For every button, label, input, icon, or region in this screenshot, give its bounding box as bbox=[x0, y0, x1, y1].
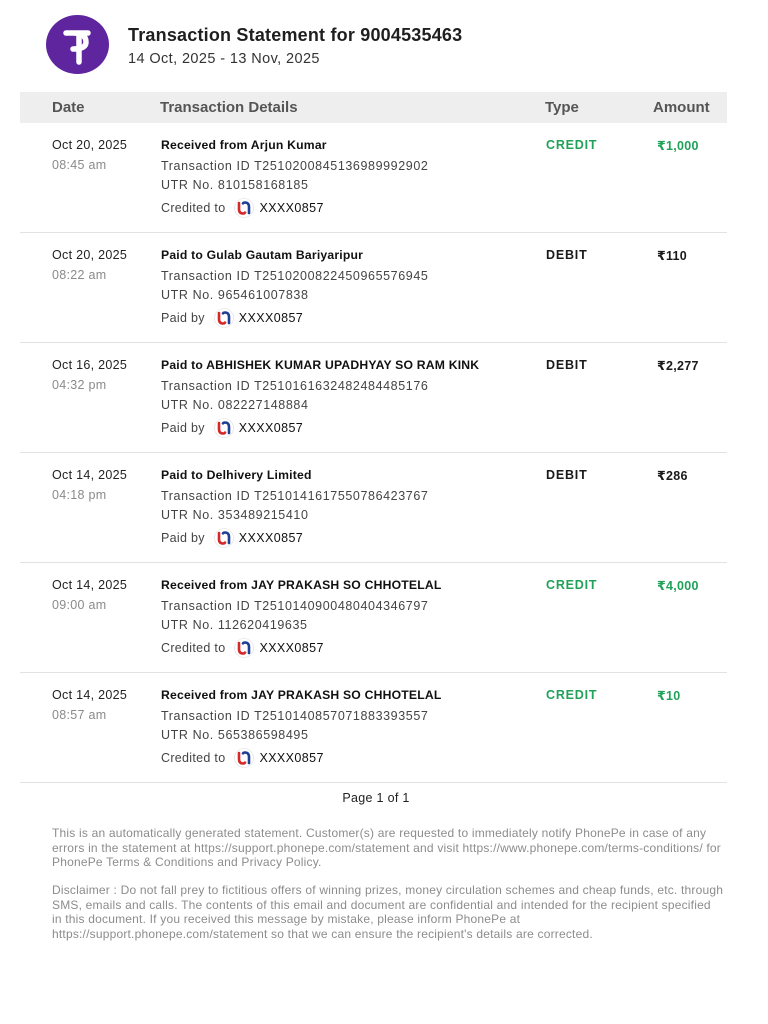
union-bank-logo-icon bbox=[214, 528, 234, 548]
account-number: XXXX0857 bbox=[259, 641, 324, 655]
page-number: Page 1 of 1 bbox=[342, 791, 410, 805]
transaction-description: Received from JAY PRAKASH SO CHHOTELAL bbox=[161, 688, 442, 702]
transaction-description: Paid to Delhivery Limited bbox=[161, 468, 312, 482]
transaction-id: Transaction ID T2510141617550786423767 bbox=[161, 489, 429, 503]
disclaimer-text: Disclaimer : Do not fall prey to fictitious offers of winning prizes, money circulation schemes and cheap funds, etc. through SMS, emails and calls. The contents of this email and document are confidential and intended for the recipient specified in this document. If you received this message by mistake, please inform PhonePe at https://support.phonepe.com/statement so that we can ensure the recipient's details are corrected. bbox=[52, 883, 724, 941]
transactions-table bbox=[20, 123, 727, 783]
transaction-id: Transaction ID T2510200845136989992902 bbox=[161, 159, 429, 173]
transaction-amount: ₹10 bbox=[657, 689, 681, 703]
column-header-amount: Amount bbox=[653, 99, 710, 116]
transaction-date: Oct 20, 2025 bbox=[52, 248, 128, 262]
statement-header bbox=[46, 15, 726, 75]
transaction-description: Paid to Gulab Gautam Bariyaripur bbox=[161, 248, 364, 262]
account-number: XXXX0857 bbox=[259, 751, 324, 765]
transaction-amount: ₹4,000 bbox=[657, 579, 699, 593]
transaction-time: 04:32 pm bbox=[52, 378, 107, 392]
phonepe-logo-icon bbox=[46, 15, 109, 74]
account-label: Paid by bbox=[161, 311, 205, 325]
account-label: Paid by bbox=[161, 421, 205, 435]
transaction-description: Received from Arjun Kumar bbox=[161, 138, 327, 152]
account-number: XXXX0857 bbox=[238, 531, 304, 545]
utr-number: UTR No. 965461007838 bbox=[161, 288, 309, 302]
table-row bbox=[20, 453, 727, 563]
account-label: Credited to bbox=[161, 751, 226, 765]
transaction-time: 09:00 am bbox=[52, 598, 107, 612]
transaction-id: Transaction ID T2510200822450965576945 bbox=[161, 269, 429, 283]
transaction-time: 04:18 pm bbox=[52, 488, 107, 502]
transaction-type-badge: DEBIT bbox=[546, 248, 588, 262]
transaction-description: Paid to ABHISHEK KUMAR UPADHYAY SO RAM KINK bbox=[161, 358, 480, 372]
transaction-id: Transaction ID T2510140900480404346797 bbox=[161, 599, 429, 613]
transaction-type-badge: CREDIT bbox=[546, 688, 598, 702]
transaction-amount: ₹2,277 bbox=[657, 359, 699, 373]
union-bank-logo-icon bbox=[214, 308, 234, 328]
transaction-time: 08:22 am bbox=[52, 268, 107, 282]
account-info bbox=[161, 528, 303, 548]
utr-number: UTR No. 353489215410 bbox=[161, 508, 309, 522]
transaction-amount: ₹110 bbox=[657, 249, 688, 263]
utr-number: UTR No. 565386598495 bbox=[161, 728, 309, 742]
date-range: 14 Oct, 2025 - 13 Nov, 2025 bbox=[128, 51, 320, 67]
transaction-date: Oct 14, 2025 bbox=[52, 578, 128, 592]
table-row bbox=[20, 123, 727, 233]
transaction-time: 08:45 am bbox=[52, 158, 107, 172]
union-bank-logo-icon bbox=[234, 198, 254, 218]
account-label: Credited to bbox=[161, 641, 226, 655]
account-number: XXXX0857 bbox=[259, 201, 324, 215]
account-label: Paid by bbox=[161, 531, 205, 545]
transaction-id: Transaction ID T2510140857071883393557 bbox=[161, 709, 429, 723]
transaction-type-badge: CREDIT bbox=[546, 578, 598, 592]
account-info bbox=[161, 198, 324, 218]
transaction-date: Oct 14, 2025 bbox=[52, 468, 128, 482]
union-bank-logo-icon bbox=[234, 638, 254, 658]
utr-number: UTR No. 810158168185 bbox=[161, 178, 309, 192]
account-info bbox=[161, 748, 324, 768]
footer-note: This is an automatically generated statement. Customer(s) are requested to immediately notify PhonePe in case of any errors in the statement at https://support.phonepe.com/statement and visit https://www.phonepe.com/terms-conditions/ for PhonePe Terms & Conditions and Privacy Policy. bbox=[52, 826, 721, 869]
table-row bbox=[20, 673, 727, 783]
transaction-id: Transaction ID T2510161632482484485176 bbox=[161, 379, 429, 393]
column-header-date: Date bbox=[52, 99, 85, 116]
account-label: Credited to bbox=[161, 201, 226, 215]
page-title: Transaction Statement for 9004535463 bbox=[128, 25, 463, 45]
utr-number: UTR No. 082227148884 bbox=[161, 398, 309, 412]
account-number: XXXX0857 bbox=[238, 311, 304, 325]
account-info bbox=[161, 638, 324, 658]
column-header-type: Type bbox=[545, 99, 579, 116]
transaction-date: Oct 20, 2025 bbox=[52, 138, 128, 152]
account-info bbox=[161, 308, 303, 328]
table-row bbox=[20, 563, 727, 673]
transaction-type-badge: DEBIT bbox=[546, 468, 588, 482]
table-row bbox=[20, 343, 727, 453]
transaction-date: Oct 14, 2025 bbox=[52, 688, 128, 702]
account-info bbox=[161, 418, 303, 438]
table-header bbox=[20, 92, 727, 123]
transaction-type-badge: DEBIT bbox=[546, 358, 588, 372]
transaction-type-badge: CREDIT bbox=[546, 138, 598, 152]
transaction-date: Oct 16, 2025 bbox=[52, 358, 128, 372]
transaction-description: Received from JAY PRAKASH SO CHHOTELAL bbox=[161, 578, 442, 592]
transaction-amount: ₹1,000 bbox=[657, 139, 699, 153]
account-number: XXXX0857 bbox=[238, 421, 304, 435]
utr-number: UTR No. 112620419635 bbox=[161, 618, 308, 632]
table-row bbox=[20, 233, 727, 343]
transaction-time: 08:57 am bbox=[52, 708, 107, 722]
column-header-details: Transaction Details bbox=[160, 99, 298, 116]
transaction-amount: ₹286 bbox=[657, 469, 688, 483]
union-bank-logo-icon bbox=[214, 418, 234, 438]
union-bank-logo-icon bbox=[234, 748, 254, 768]
